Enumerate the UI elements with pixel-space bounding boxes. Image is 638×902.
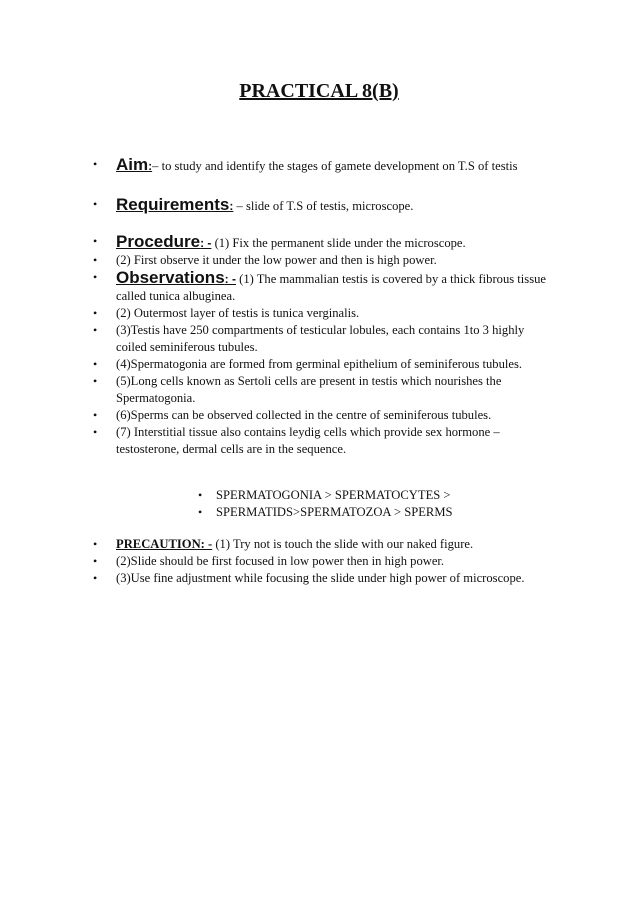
bullet-icon: • (93, 253, 98, 267)
observation-point: • (6)Sperms can be observed collected in the centre of seminiferous tubules. (93, 408, 492, 422)
bullet-icon: • (93, 270, 98, 284)
requirements-section (0, 196, 556, 215)
precaution-section (0, 536, 556, 587)
bullet-icon: • (93, 537, 98, 551)
bullet-icon: • (93, 554, 98, 568)
aim-label: Aim: (116, 155, 153, 174)
bullet-icon: • (93, 408, 98, 422)
procedure-item (0, 233, 556, 252)
bullet-icon: • (93, 157, 98, 171)
procedure-text: (1) Fix the permanent slide under the microscope. (211, 236, 466, 250)
procedure-label: Procedure: - (116, 232, 212, 251)
aim-text: – to study and identify the stages of gamete development on T.S of testis (152, 159, 518, 173)
observation-point: • (2) Outermost layer of testis is tunica verginalis. (93, 306, 360, 320)
bullet-icon: • (93, 197, 98, 211)
precaution-label: PRECAUTION: - (116, 537, 213, 551)
bullet-icon: • (93, 306, 98, 320)
observations-label: Observations: - (116, 268, 236, 287)
bullet-icon: • (93, 323, 98, 337)
precaution-point: • (2)Slide should be first focused in low power then in high power. (93, 554, 445, 568)
bullet-icon: • (93, 374, 98, 388)
procedure-observations-section (0, 233, 556, 458)
bullet-icon: • (93, 571, 98, 585)
precaution-text: (1) Try not is touch the slide with our naked figure. (212, 537, 474, 551)
bullet-icon: • (93, 234, 98, 248)
page-title: PRACTICAL 8(B) (239, 80, 399, 102)
bullet-icon: • (198, 505, 203, 519)
observation-point: • (7) Interstitial tissue also contains leydig cells which provide sex hormone – testosterone, dermal cells are in the sequence. (93, 425, 500, 456)
observations-text: (1) The mammalian testis is covered by a thick fibrous tissue called tunica albuginea. (116, 272, 546, 303)
sequence-section (0, 487, 556, 521)
requirements-item (0, 196, 556, 215)
bullet-icon: • (198, 488, 203, 502)
observation-point: • (4)Spermatogonia are formed from germinal epithelium of seminiferous tubules. (93, 357, 523, 371)
precaution-item (0, 536, 556, 553)
observations-item (0, 269, 556, 305)
procedure-step: • (2) First observe it under the low power and then is high power. (93, 253, 437, 267)
observation-point: • (3)Testis have 250 compartments of testicular lobules, each contains 1to 3 highly coiled seminiferous tubules. (93, 323, 525, 354)
aim-section (0, 156, 556, 175)
sequence-item: • SPERMATIDS>SPERMATOZOA > SPERMS (198, 505, 453, 519)
observation-point: • (5)Long cells known as Sertoli cells are present in testis which nourishes the Spermatogonia. (93, 374, 502, 405)
bullet-icon: • (93, 425, 98, 439)
aim-item (0, 156, 556, 175)
bullet-icon: • (93, 357, 98, 371)
requirements-label: Requirements: (116, 195, 234, 214)
precaution-point: • (3)Use fine adjustment while focusing the slide under high power of microscope. (93, 571, 525, 585)
sequence-item: • SPERMATOGONIA > SPERMATOCYTES > (198, 488, 451, 502)
requirements-text: – slide of T.S of testis, microscope. (233, 199, 414, 213)
